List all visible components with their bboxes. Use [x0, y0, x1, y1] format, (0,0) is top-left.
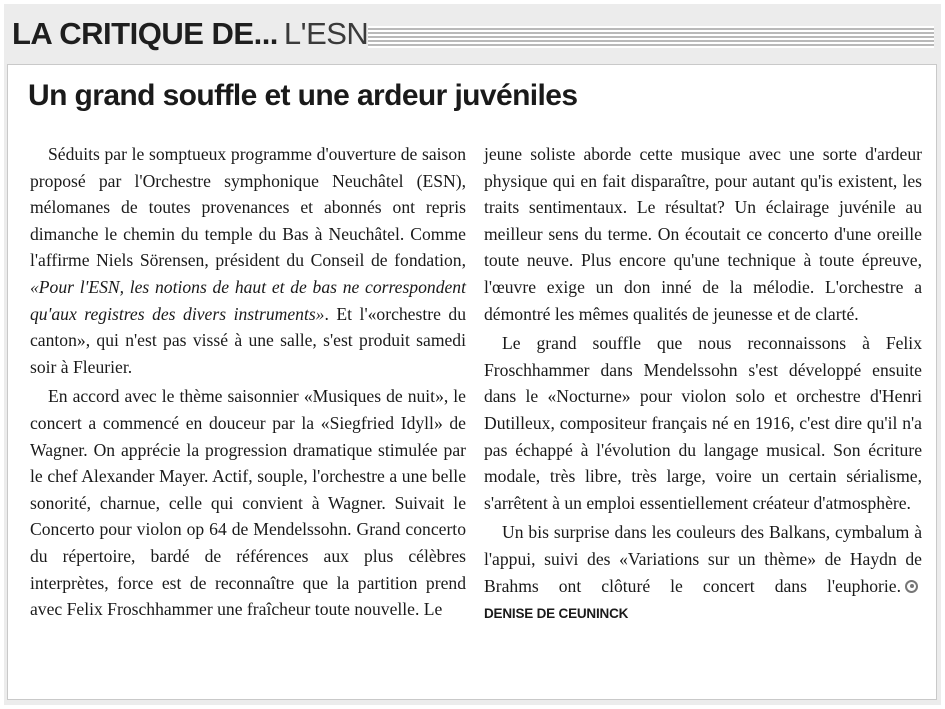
paragraph-text: . Et l'«orchestre du canton», qui n'est pas vissé à une salle, s'est produit samedi soir à Fleurier. — [30, 303, 467, 377]
article-panel — [7, 64, 937, 700]
article-column-right — [484, 141, 922, 628]
article-paragraph: Le grand souffle que nous reconnaissons à Felix Froschhammer dans Mendelssohn s'est développé ensuite dans le «Nocturne» pour violon solo et orchestre d'Henri Dutilleux, compositeur français né en 1916, c'est dire qu'il n'a pas échappé à l'évolution du langage musical. Son écriture modale, très libre, très large, voire un certain sérialisme, s'arrêtent à un emploi essentiellement créateur d'atmosphère. — [484, 333, 922, 513]
article-paragraph: jeune soliste aborde cette musique avec une sorte d'ardeur physique qui en fait disparaître, pour autant qu'is existent, les traits sentimentaux. Le résultat? Un éclairage juvénile au meilleur sens du terme. On écoutait ce concerto d'une oreille toute neuve. Plus encore qu'une technique à toute épreuve, l'œuvre exige un don inné de la mélodie. L'orchestre a démontré les mêmes qualités de jeunesse et de clarté. — [484, 144, 922, 324]
article-headline: Un grand souffle et une ardeur juvéniles — [28, 79, 578, 112]
article-paragraph — [30, 141, 466, 380]
author-byline: DENISE DE CEUNINCK — [484, 606, 629, 622]
paragraph-text: Séduits par le somptueux programme d'ouverture de saison proposé par l'Orchestre symphonique Neuchâtel (ESN), mélomanes de toutes provenances et abonnés ont repris dimanche le chemin du temple du Bas à Neuchâtel. Comme l'affirme Niels Sörensen, président du Conseil de fondation, — [30, 144, 466, 271]
article-paragraph: En accord avec le thème saisonnier «Musiques de nuit», le concert a commencé en douceur par la «Siegfried Idyll» de Wagner. On apprécie la progression dramatique stimulée par le chef Alexander Mayer. Actif, souple, l'orchestre a une belle sonorité, charnue, celle qui convient à Wagner. Suivait le Concerto pour violon op 64 de Mendelssohn. Grand concerto du répertoire, bardé de références aux plus célèbres interprètes, force est de reconnaître que la partition prend avec Felix Froschhammer une fraîcheur toute nouvelle. Le — [30, 386, 466, 620]
section-title-light: L'ESN — [283, 16, 369, 51]
section-title-bold: LA CRITIQUE DE... — [12, 16, 278, 51]
paragraph-text: Un bis surprise dans les couleurs des Balkans, cymbalum à l'appui, suivi des «Variations sur un thème» de Haydn de Brahms ont clôturé le concert dans l'euphorie. — [484, 522, 922, 596]
article-column-left — [30, 141, 466, 623]
article-frame — [4, 4, 941, 705]
section-title — [12, 12, 368, 56]
article-paragraph — [484, 519, 922, 627]
quote-text: «Pour l'ESN, les notions de haut et de bas ne correspondent qu'aux registres des divers instruments» — [30, 276, 466, 324]
section-header — [4, 4, 941, 62]
header-stripes-decoration — [368, 26, 934, 48]
author-bullet-icon — [905, 580, 918, 593]
